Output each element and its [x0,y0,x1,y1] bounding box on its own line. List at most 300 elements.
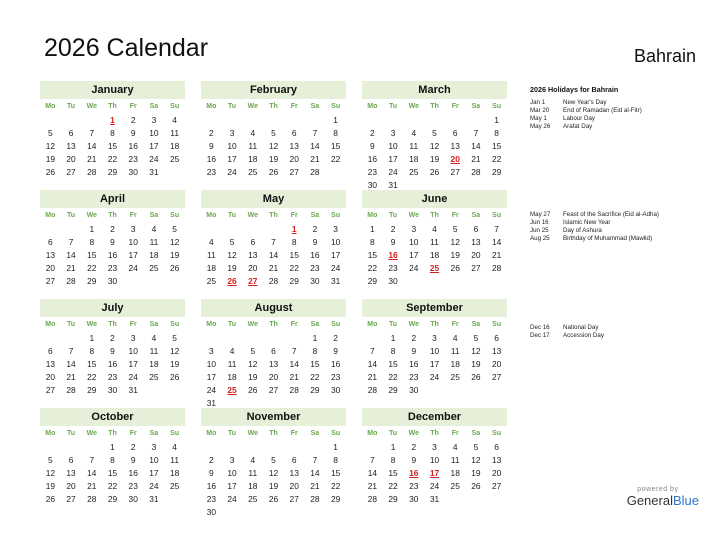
day-cell: 14 [471,141,481,151]
weekday-label: Th [108,321,117,328]
day-cell: 13 [491,346,502,356]
weekday-header [362,318,507,332]
weekday-header [201,100,346,114]
day-cell: 18 [227,372,237,382]
holidays-panel-3 [530,324,705,340]
weekday-label: Sa [149,212,159,219]
month-name: December [362,408,507,426]
month-june [362,190,507,288]
day-cell: 13 [45,359,56,369]
day-cell: 1 [494,115,499,125]
day-cell: 15 [87,250,97,260]
day-cell: 20 [268,372,279,382]
weekday-label: Sa [310,430,320,437]
day-cell: 2 [110,224,115,234]
holiday-row [530,123,705,131]
day-cell: 5 [271,128,276,138]
day-cell: 27 [471,263,481,273]
day-cell: 28 [87,494,97,504]
weekday-label: Fr [451,212,459,219]
day-cell: 31 [330,276,341,286]
day-cell: 8 [89,237,95,247]
empty-cell [61,441,82,454]
day-cell: 21 [87,154,97,164]
day-cell: 12 [268,141,279,151]
weekday-label: Fr [290,321,298,328]
day-cell: 4 [172,442,177,452]
day-cell: 18 [149,359,159,369]
day-cell: 21 [310,154,320,164]
day-cell: 8 [110,128,115,138]
day-cell: 19 [45,481,56,491]
day-cell: 11 [170,128,179,138]
weekday-header [362,209,507,223]
weekday-label: We [408,321,419,328]
brand-blue: Blue [672,493,699,508]
weekday-header [362,100,507,114]
days-grid [40,332,185,397]
holiday-day-cell: 20 [450,154,460,164]
day-cell: 23 [409,372,419,382]
weekday-label: Su [170,212,180,219]
day-cell: 14 [367,468,378,478]
day-cell: 5 [271,455,276,465]
day-cell: 22 [388,372,398,382]
day-cell: 5 [452,224,458,234]
day-cell: 22 [107,154,118,164]
weekday-label: Mo [206,430,217,437]
day-cell: 6 [291,128,297,138]
day-cell: 23 [330,372,341,382]
day-cell: 30 [107,385,118,395]
day-cell: 12 [429,141,440,151]
day-cell: 7 [370,346,375,356]
holiday-date: May 1 [530,115,547,122]
empty-cell [61,223,82,236]
day-cell: 10 [429,346,440,356]
empty-cell [61,114,82,127]
holiday-row [530,235,705,243]
holidays-panel-2 [530,211,705,243]
day-cell: 16 [107,250,118,260]
day-cell: 16 [107,359,118,369]
month-december [362,408,507,506]
day-cell: 17 [227,481,237,491]
month-name: June [362,190,507,208]
day-cell: 3 [130,333,136,343]
day-cell: 31 [388,180,398,190]
day-cell: 29 [310,385,320,395]
day-cell: 19 [268,481,279,491]
empty-cell [284,114,305,127]
day-cell: 23 [388,263,398,273]
day-cell: 13 [66,468,76,478]
weekday-label: Mo [45,430,56,437]
empty-cell [222,223,243,236]
day-cell: 9 [209,468,214,478]
month-name: May [201,190,346,208]
weekday-label: Su [331,321,341,328]
day-cell: 28 [491,263,502,273]
weekday-label: Fr [451,103,459,110]
day-cell: 29 [87,276,97,286]
weekday-header [201,318,346,332]
day-cell: 19 [169,359,180,369]
day-cell: 19 [450,250,460,260]
day-cell: 13 [491,455,502,465]
day-cell: 18 [429,250,440,260]
day-cell: 8 [291,237,297,247]
day-cell: 13 [450,141,460,151]
day-cell: 31 [128,385,138,395]
day-cell: 17 [388,154,398,164]
weekday-label: Fr [451,321,459,328]
day-cell: 2 [130,115,136,125]
empty-cell [263,441,284,454]
day-cell: 8 [390,346,396,356]
weekday-header [40,209,185,223]
day-cell: 12 [248,359,258,369]
day-cell: 26 [450,263,460,273]
weekday-header [40,427,185,441]
day-cell: 2 [110,333,115,343]
month-january [40,81,185,179]
day-cell: 6 [494,442,499,452]
day-cell: 24 [128,263,138,273]
day-cell: 22 [491,154,502,164]
weekday-label: We [247,103,258,110]
holiday-date: Dec 17 [530,332,550,339]
day-cell: 15 [310,359,320,369]
day-cell: 20 [66,481,76,491]
day-cell: 14 [66,250,76,260]
day-cell: 7 [68,346,74,356]
weekday-label: Mo [206,321,217,328]
day-cell: 15 [289,250,299,260]
weekday-label: Su [492,103,502,110]
weekday-label: Mo [206,103,217,110]
day-cell: 3 [229,455,235,465]
empty-cell [201,332,222,345]
empty-cell [40,223,61,236]
day-cell: 25 [409,167,419,177]
empty-cell [222,114,243,127]
day-cell: 5 [172,224,177,234]
weekday-label: Tu [67,103,76,110]
day-cell: 17 [409,250,419,260]
weekday-label: Th [269,103,278,110]
day-cell: 23 [206,167,217,177]
day-cell: 8 [110,455,115,465]
empty-cell [445,114,466,127]
month-november [201,408,346,519]
day-cell: 27 [491,481,502,491]
day-cell: 8 [333,455,338,465]
day-cell: 5 [250,346,256,356]
day-cell: 6 [452,128,458,138]
day-cell: 7 [370,455,375,465]
day-cell: 22 [388,481,398,491]
day-cell: 11 [430,237,439,247]
day-cell: 14 [87,468,97,478]
day-cell: 21 [367,481,378,491]
day-cell: 23 [206,494,217,504]
day-cell: 17 [206,372,217,382]
day-cell: 23 [367,167,378,177]
weekday-label: Su [492,321,502,328]
day-cell: 12 [471,346,481,356]
holiday-date: Dec 16 [530,324,550,331]
day-cell: 21 [268,263,279,273]
holiday-day-cell: 16 [409,468,419,478]
day-cell: 4 [172,115,177,125]
month-july [40,299,185,397]
month-september [362,299,507,397]
day-cell: 22 [87,372,97,382]
day-cell: 11 [207,250,216,260]
day-cell: 28 [367,494,378,504]
day-cell: 7 [271,237,276,247]
day-cell: 8 [494,128,499,138]
day-cell: 5 [48,455,53,465]
day-cell: 30 [367,180,378,190]
weekday-label: Su [331,103,341,110]
days-grid [40,114,185,179]
holiday-name: Feast of the Sacrifice (Eid al-Adha) [563,211,659,218]
holiday-name: National Day [563,324,599,331]
day-cell: 6 [48,346,53,356]
empty-cell [305,114,326,127]
day-cell: 2 [390,224,396,234]
day-cell: 17 [128,250,138,260]
weekday-label: Su [492,212,502,219]
day-cell: 17 [149,141,159,151]
weekday-label: Fr [129,430,137,437]
day-cell: 21 [66,263,76,273]
weekday-label: Mo [45,321,56,328]
day-cell: 6 [291,455,297,465]
day-cell: 25 [450,481,460,491]
day-cell: 13 [268,359,279,369]
day-cell: 5 [473,333,479,343]
day-cell: 12 [169,346,180,356]
day-cell: 9 [130,128,136,138]
day-cell: 17 [330,250,341,260]
weekday-label: Th [430,103,439,110]
empty-cell [362,332,383,345]
day-cell: 14 [367,359,378,369]
holiday-date: Jun 16 [530,219,549,226]
month-august [201,299,346,410]
weekday-header [362,427,507,441]
day-cell: 27 [66,494,76,504]
weekday-label: Sa [471,321,481,328]
holiday-row [530,115,705,123]
weekday-label: Th [108,212,117,219]
day-cell: 16 [206,154,217,164]
day-cell: 26 [268,494,279,504]
empty-cell [242,223,263,236]
holiday-name: Birthday of Muhammad (Mawlid) [563,235,653,242]
day-cell: 24 [429,481,440,491]
month-name: January [40,81,185,99]
day-cell: 22 [107,481,118,491]
day-cell: 23 [128,154,138,164]
day-cell: 25 [169,481,180,491]
day-cell: 10 [227,468,237,478]
day-cell: 30 [206,507,217,517]
empty-cell [263,114,284,127]
day-cell: 20 [289,481,299,491]
weekday-label: Th [269,430,278,437]
holiday-day-cell: 1 [291,224,297,234]
weekday-label: Tu [67,212,76,219]
page-title: 2026 Calendar [44,34,209,62]
day-cell: 4 [452,442,458,452]
weekday-label: Fr [290,103,298,110]
day-cell: 6 [494,333,499,343]
day-cell: 25 [169,154,180,164]
day-cell: 9 [333,346,338,356]
day-cell: 2 [209,128,214,138]
holiday-date: Jan 1 [530,99,546,106]
empty-cell [466,114,487,127]
empty-cell [222,332,243,345]
brand-general: General [626,493,673,508]
day-cell: 21 [471,154,481,164]
day-cell: 7 [494,224,499,234]
day-cell: 22 [367,263,378,273]
day-cell: 7 [291,346,297,356]
day-cell: 6 [473,224,479,234]
day-cell: 15 [388,359,398,369]
weekday-label: Mo [45,212,56,219]
weekday-label: Mo [367,321,378,328]
day-cell: 27 [289,167,299,177]
empty-cell [284,441,305,454]
day-cell: 16 [367,154,378,164]
day-cell: 17 [128,359,138,369]
day-cell: 1 [390,333,396,343]
empty-cell [242,114,263,127]
day-cell: 10 [149,455,159,465]
day-cell: 15 [491,141,502,151]
day-cell: 7 [473,128,479,138]
day-cell: 19 [471,359,481,369]
day-cell: 15 [388,468,398,478]
day-cell: 22 [310,372,320,382]
month-name: September [362,299,507,317]
day-cell: 9 [370,141,375,151]
weekday-label: Tu [389,212,398,219]
day-cell: 12 [45,141,56,151]
day-cell: 29 [367,276,378,286]
day-cell: 28 [310,494,320,504]
day-cell: 13 [471,237,481,247]
day-cell: 3 [130,224,136,234]
day-cell: 3 [432,333,437,343]
weekday-label: Sa [310,212,320,219]
days-grid [201,332,346,410]
empty-cell [242,441,263,454]
day-cell: 20 [491,359,502,369]
day-cell: 10 [409,237,419,247]
day-cell: 28 [367,385,378,395]
weekday-header [201,209,346,223]
holiday-group-3 [530,324,705,340]
day-cell: 4 [250,128,256,138]
day-cell: 20 [491,468,502,478]
month-april [40,190,185,288]
day-cell: 4 [452,333,458,343]
holidays-title: 2026 Holidays for Bahrain [530,85,619,94]
weekday-label: Sa [471,212,481,219]
weekday-label: Sa [471,103,481,110]
day-cell: 8 [333,128,338,138]
day-cell: 27 [66,167,76,177]
day-cell: 28 [471,167,481,177]
weekday-label: Sa [310,321,320,328]
holiday-name: Accession Day [563,332,604,339]
day-cell: 3 [151,115,157,125]
day-cell: 21 [289,372,299,382]
month-february [201,81,346,179]
weekday-label: Tu [228,212,237,219]
day-cell: 31 [206,398,217,408]
day-cell: 30 [128,494,138,504]
empty-cell [263,223,284,236]
weekday-label: Fr [290,430,298,437]
day-cell: 20 [289,154,299,164]
day-cell: 6 [68,455,74,465]
day-cell: 11 [409,141,419,151]
day-cell: 12 [471,455,481,465]
day-cell: 7 [312,128,318,138]
month-name: October [40,408,185,426]
day-cell: 21 [310,481,320,491]
day-cell: 1 [89,333,95,343]
day-cell: 19 [169,250,180,260]
empty-cell [242,332,263,345]
brand-logo[interactable] [627,493,699,508]
day-cell: 22 [87,263,97,273]
empty-cell [201,223,222,236]
day-cell: 9 [411,455,417,465]
holiday-day-cell: 1 [110,115,115,125]
day-cell: 12 [450,237,460,247]
weekday-label: We [86,321,97,328]
day-cell: 1 [312,333,318,343]
holiday-name: Day of Ashura [563,227,602,234]
weekday-label: Tu [228,103,237,110]
day-cell: 7 [89,128,95,138]
weekday-label: We [86,430,97,437]
day-cell: 25 [149,372,159,382]
day-cell: 9 [411,346,417,356]
day-cell: 11 [450,346,460,356]
day-cell: 14 [289,359,299,369]
day-cell: 13 [66,141,76,151]
day-cell: 4 [151,224,157,234]
day-cell: 22 [330,481,341,491]
day-cell: 11 [450,455,460,465]
day-cell: 20 [45,263,56,273]
day-cell: 14 [87,141,97,151]
day-cell: 7 [89,455,95,465]
weekday-header [40,100,185,114]
day-cell: 4 [432,224,437,234]
day-cell: 24 [227,494,237,504]
